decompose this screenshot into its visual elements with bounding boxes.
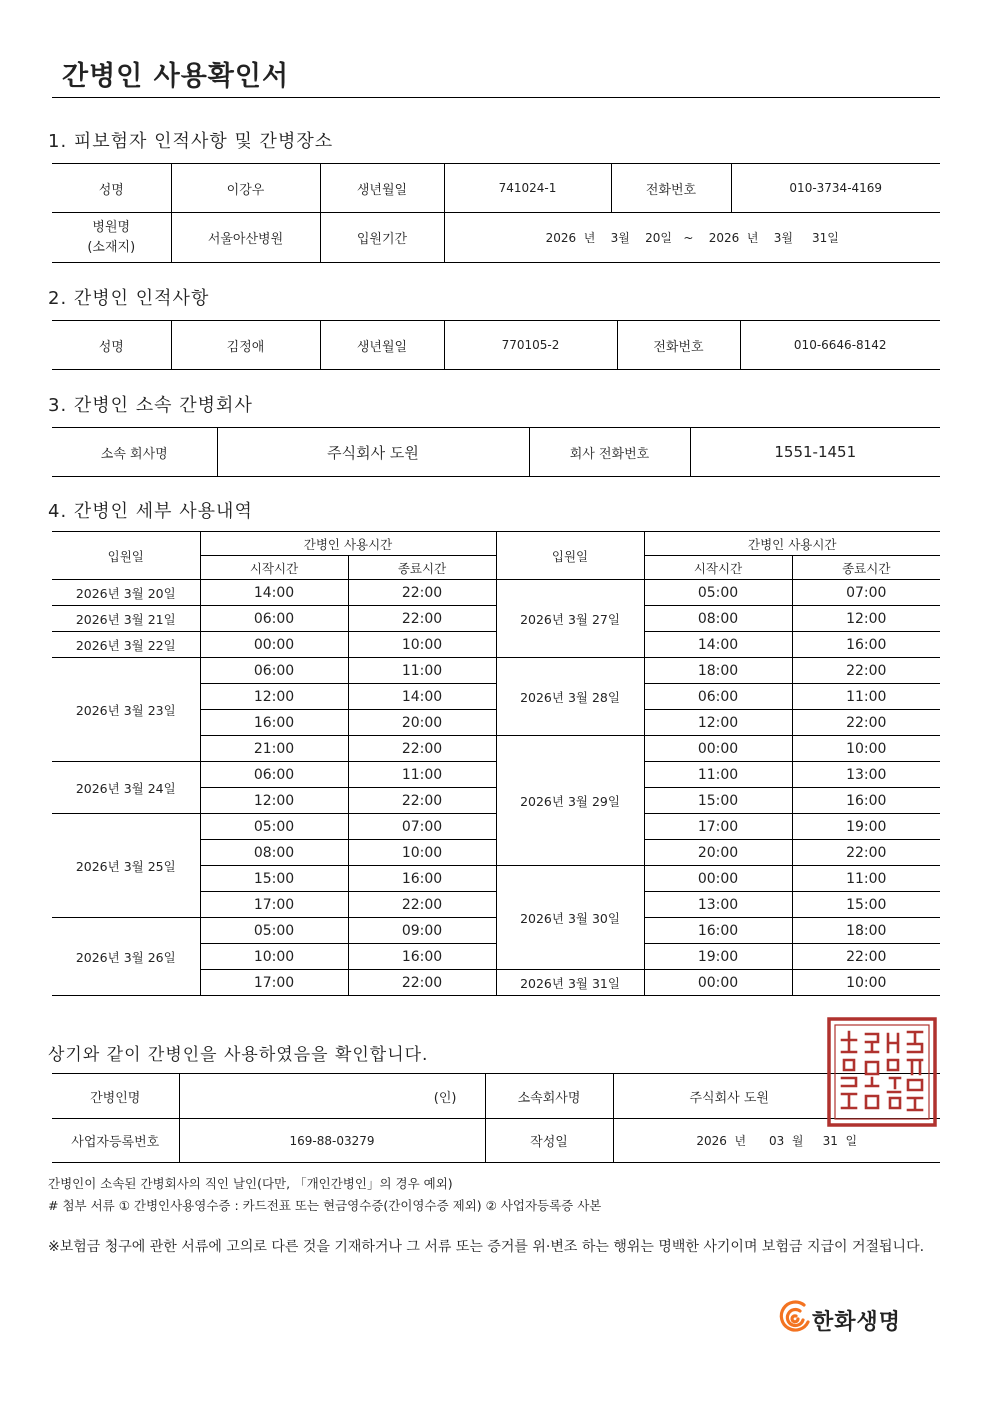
seal-note: 간병인이 소속된 간병회사의 직인 날인(다만, 「개인간병인」의 경우 예외) [48,1176,453,1191]
company-name-label: 소속 회사명 [52,428,217,477]
left-usage-header: 간병인 사용시간 [200,532,496,556]
right-start-time: 20:00 [644,840,792,866]
attachment-note: # 첨부 서류 ① 간병인사용영수증 : 카드전표 또는 현금영수증(간이영수증 제외) ② 사업자등록증 사본 [48,1198,602,1213]
section4-heading: 4. 간병인 세부 사용내역 [48,501,253,522]
insured-birth-value: 741024-1 [444,164,611,213]
hospital-label-main: 병원명 [92,219,131,235]
right-start-time: 11:00 [644,762,792,788]
right-end-time: 13:00 [792,762,940,788]
right-end-time: 22:00 [792,710,940,736]
right-end-time: 15:00 [792,892,940,918]
right-start-time: 05:00 [644,580,792,606]
right-end-time: 18:00 [792,918,940,944]
left-end-time: 16:00 [348,866,496,892]
hospital-label [52,213,171,263]
insured-phone-value: 010-3734-4169 [731,164,940,213]
right-admission-date: 2026년 3월 28일 [496,658,644,736]
left-start-time: 17:00 [200,970,348,996]
left-start-time: 05:00 [200,814,348,840]
right-start-time: 15:00 [644,788,792,814]
hospital-value: 서울아산병원 [171,213,320,263]
insured-name-label: 성명 [52,164,171,213]
left-end-time: 22:00 [348,892,496,918]
right-start-time: 17:00 [644,814,792,840]
sign-company-label: 소속회사명 [485,1074,613,1119]
admission-period-label: 입원기간 [320,213,444,263]
right-end-time: 16:00 [792,788,940,814]
usage-detail-table [52,531,940,996]
right-start-time: 14:00 [644,632,792,658]
left-end-time: 22:00 [348,788,496,814]
left-start-time: 16:00 [200,710,348,736]
caregiver-seal-mark: (인) [179,1074,485,1119]
caregiver-phone-value: 010-6646-8142 [740,321,940,370]
left-start-time: 14:00 [200,580,348,606]
left-end-time: 10:00 [348,632,496,658]
fraud-warning: ※보험금 청구에 관한 서류에 고의로 다른 것을 기재하거나 그 서류 또는 증거를 위·변조 하는 행위는 명백한 사기이며 보험금 지급이 거절됩니다. [48,1239,925,1255]
company-phone-label: 회사 전화번호 [529,428,690,477]
company-name-value: 주식회사 도원 [217,428,529,477]
right-end-time: 22:00 [792,840,940,866]
caregiver-name-label: 성명 [52,321,171,370]
signature-table [52,1073,940,1163]
insured-name-value: 이강우 [171,164,320,213]
confirmation-statement: 상기와 같이 간병인을 사용하였음을 확인합니다. [48,1045,429,1065]
right-end-header: 종료시간 [792,556,940,580]
left-end-time: 16:00 [348,944,496,970]
right-start-time: 08:00 [644,606,792,632]
right-end-time: 10:00 [792,970,940,996]
right-start-time: 16:00 [644,918,792,944]
section2-heading: 2. 간병인 인적사항 [48,288,210,309]
right-end-time: 12:00 [792,606,940,632]
left-start-time: 15:00 [200,866,348,892]
left-end-time: 22:00 [348,736,496,762]
bizno-value: 169-88-03279 [179,1119,485,1163]
right-admission-date: 2026년 3월 31일 [496,970,644,996]
left-start-time: 21:00 [200,736,348,762]
left-admission-date: 2026년 3월 21일 [52,606,200,632]
caregiver-phone-label: 전화번호 [617,321,740,370]
right-end-time: 11:00 [792,866,940,892]
left-admission-date: 2026년 3월 24일 [52,762,200,814]
left-end-time: 09:00 [348,918,496,944]
left-end-header: 종료시간 [348,556,496,580]
section3-heading: 3. 간병인 소속 간병회사 [48,395,253,416]
insured-birth-label: 생년월일 [320,164,444,213]
left-end-time: 10:00 [348,840,496,866]
right-start-time: 12:00 [644,710,792,736]
right-start-header: 시작시간 [644,556,792,580]
left-admission-date: 2026년 3월 20일 [52,580,200,606]
right-end-time: 19:00 [792,814,940,840]
write-date-value: 2026 년 03 월 31 일 [613,1119,940,1163]
left-end-time: 20:00 [348,710,496,736]
left-end-time: 14:00 [348,684,496,710]
left-start-time: 12:00 [200,684,348,710]
left-end-time: 11:00 [348,762,496,788]
right-admission-date: 2026년 3월 29일 [496,736,644,866]
right-start-time: 18:00 [644,658,792,684]
left-admission-date: 2026년 3월 26일 [52,918,200,996]
right-end-time: 22:00 [792,658,940,684]
title-divider [52,97,940,98]
left-end-time: 22:00 [348,606,496,632]
left-start-time: 12:00 [200,788,348,814]
left-admission-date: 2026년 3월 22일 [52,632,200,658]
caregiver-info-table [52,320,940,370]
left-start-time: 06:00 [200,658,348,684]
left-start-time: 05:00 [200,918,348,944]
right-end-time: 22:00 [792,944,940,970]
company-phone-value: 1551-1451 [690,428,940,477]
left-admission-date: 2026년 3월 25일 [52,814,200,918]
caregiver-birth-label: 생년월일 [320,321,444,370]
right-admission-date: 2026년 3월 30일 [496,866,644,970]
right-admission-date: 2026년 3월 27일 [496,580,644,658]
left-start-header: 시작시간 [200,556,348,580]
right-end-time: 11:00 [792,684,940,710]
left-end-time: 11:00 [348,658,496,684]
left-start-time: 06:00 [200,606,348,632]
hanwha-logo-text: 한화생명 [812,1310,902,1335]
hospital-label-sub: (소재지) [87,239,136,255]
section1-heading: 1. 피보험자 인적사항 및 간병장소 [48,131,334,152]
hanwha-logo-icon [778,1298,812,1338]
left-start-time: 06:00 [200,762,348,788]
right-usage-header: 간병인 사용시간 [644,532,940,556]
caregiver-birth-value: 770105-2 [444,321,617,370]
company-info-table [52,427,940,477]
sign-company-value: 주식회사 도원 [613,1074,940,1119]
left-start-time: 00:00 [200,632,348,658]
document-title: 간병인 사용확인서 [62,61,290,92]
caregiver-name-sign-label: 간병인명 [52,1074,179,1119]
left-admission-date: 2026년 3월 23일 [52,658,200,762]
right-date-header: 입원일 [496,532,644,580]
admission-period-value: 2026 년 3월 20일 ~ 2026 년 3월 31일 [444,213,940,263]
insured-info-table [52,163,940,263]
left-start-time: 08:00 [200,840,348,866]
right-start-time: 00:00 [644,736,792,762]
write-date-label: 작성일 [485,1119,613,1163]
left-start-time: 17:00 [200,892,348,918]
right-end-time: 07:00 [792,580,940,606]
right-start-time: 00:00 [644,970,792,996]
bizno-label: 사업자등록번호 [52,1119,179,1163]
right-start-time: 13:00 [644,892,792,918]
right-end-time: 10:00 [792,736,940,762]
right-start-time: 19:00 [644,944,792,970]
left-end-time: 22:00 [348,580,496,606]
right-start-time: 06:00 [644,684,792,710]
left-end-time: 07:00 [348,814,496,840]
left-start-time: 10:00 [200,944,348,970]
right-start-time: 00:00 [644,866,792,892]
left-end-time: 22:00 [348,970,496,996]
company-seal-icon [826,1016,938,1128]
insured-phone-label: 전화번호 [611,164,731,213]
right-end-time: 16:00 [792,632,940,658]
left-date-header: 입원일 [52,532,200,580]
caregiver-name-value: 김정애 [171,321,320,370]
